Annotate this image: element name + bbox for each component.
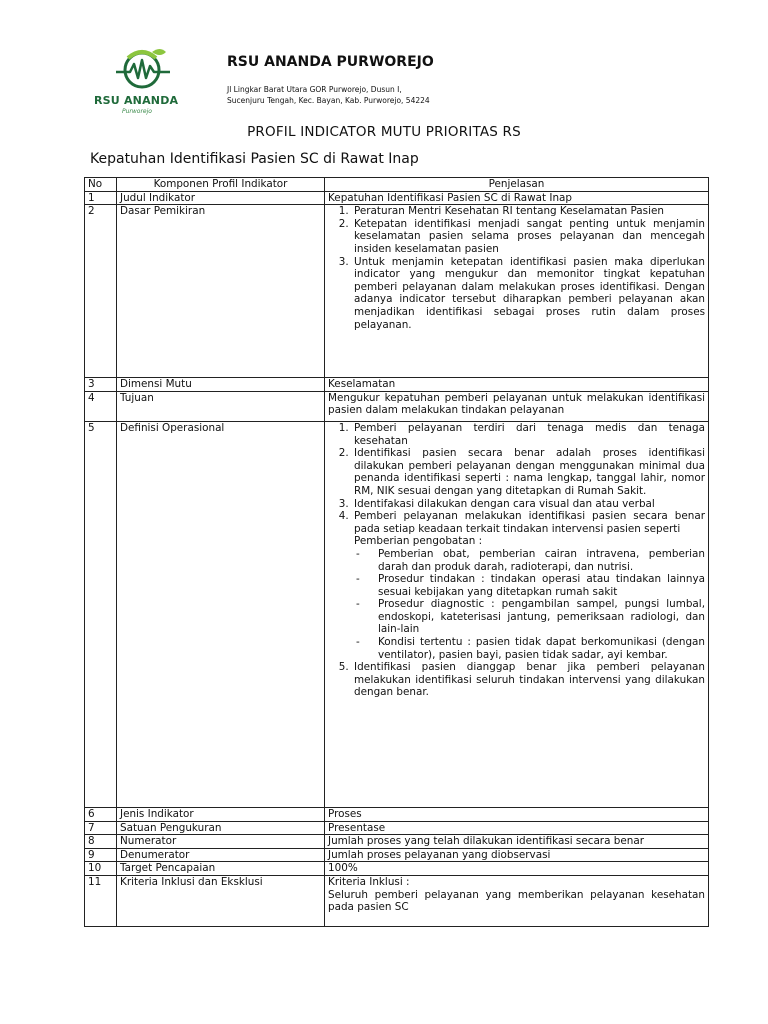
organization-address xyxy=(227,84,430,106)
row-number: 2 xyxy=(85,205,117,378)
row-description: Jumlah proses pelayanan yang diobservasi xyxy=(325,848,709,862)
row-number: 7 xyxy=(85,821,117,835)
row-number: 11 xyxy=(85,875,117,926)
heartbeat-logo-icon xyxy=(90,48,190,94)
row-description: Jumlah proses yang telah dilakukan identifikasi secara benar xyxy=(325,835,709,849)
row-number: 6 xyxy=(85,807,117,821)
list-item-text: Pemberi pelayanan melakukan identifikasi pasien secara benar pada setiap keadaan terkait tindakan intervensi pasien seperti xyxy=(354,510,705,535)
row-description: Kepatuhan Identifikasi Pasien SC di Rawat Inap xyxy=(325,191,709,205)
row-component: Dimensi Mutu xyxy=(117,378,325,392)
row-component: Dasar Pemikiran xyxy=(117,205,325,378)
dash-item: - Kondisi tertentu : pasien tidak dapat berkomunikasi (dengan ventilator), pasien bayi, pasien tidak sadar, ayi kembar. xyxy=(378,636,705,661)
list-item: 2. Identifikasi pasien secara benar adalah proses identifikasi dilakukan pemberi pelayanan dengan menggunakan minimal dua penanda identifikasi seperti : nama lengkap, tanggal lahir, nomor RM, NIK sesuai dengan yang ditetapkan di Rumah Sakit. xyxy=(352,447,705,497)
table-row xyxy=(85,378,709,392)
logo-title: RSU ANANDA xyxy=(94,94,179,107)
numbered-list xyxy=(328,205,705,331)
numbered-list xyxy=(328,422,705,699)
row-component: Numerator xyxy=(117,835,325,849)
table-row xyxy=(85,421,709,807)
table-row xyxy=(85,821,709,835)
row-component: Judul Indikator xyxy=(117,191,325,205)
dash-list xyxy=(354,548,705,661)
dash-item: - Pemberian obat, pemberian cairan intravena, pemberian darah dan produk darah, radioterapi, dan nutrisi. xyxy=(378,548,705,573)
row-number: 1 xyxy=(85,191,117,205)
row-description xyxy=(325,205,709,378)
row-number: 4 xyxy=(85,391,117,421)
table-row xyxy=(85,807,709,821)
address-line-1: Jl Lingkar Barat Utara GOR Purworejo, Dusun I, xyxy=(227,85,402,94)
document-header xyxy=(90,48,690,128)
row-component: Target Pencapaian xyxy=(117,862,325,876)
row-description: Keselamatan xyxy=(325,378,709,392)
row-description: Presentase xyxy=(325,821,709,835)
table-header-row xyxy=(85,178,709,192)
dash-item: - Prosedur diagnostic : pengambilan sampel, pungsi lumbal, endoskopi, kateterisasi jantung, pemeriksaan radiologi, dan lain-lain xyxy=(378,598,705,636)
table-row xyxy=(85,835,709,849)
criteria-lead: Kriteria Inklusi : xyxy=(328,875,410,888)
address-line-2: Sucenjuru Tengah, Kec. Bayan, Kab. Purworejo, 54224 xyxy=(227,96,430,105)
hospital-logo xyxy=(90,48,190,122)
row-component: Definisi Operasional xyxy=(117,421,325,807)
row-description: Mengukur kepatuhan pemberi pelayanan untuk melakukan identifikasi pasien dalam melakukan tindakan pelayanan xyxy=(325,391,709,421)
row-description xyxy=(325,875,709,926)
sublist-lead: Pemberian pengobatan : xyxy=(354,535,483,548)
logo-subtitle: Purworejo xyxy=(122,108,152,115)
header-description: Penjelasan xyxy=(325,178,709,192)
table-row xyxy=(85,391,709,421)
row-component: Denumerator xyxy=(117,848,325,862)
list-item: 5. Identifikasi pasien dianggap benar jika pemberi pelayanan melakukan identifikasi seluruh tindakan intervensi yang dilakukan dengan benar. xyxy=(352,661,705,699)
organization-name: RSU ANANDA PURWOREJO xyxy=(227,54,434,70)
criteria-text: Seluruh pemberi pelayanan yang memberikan pelayanan kesehatan pada pasien SC xyxy=(328,888,705,914)
row-number: 9 xyxy=(85,848,117,862)
table-row xyxy=(85,862,709,876)
table-row xyxy=(85,848,709,862)
document-subtitle: Kepatuhan Identifikasi Pasien SC di Rawat Inap xyxy=(90,151,419,167)
row-component: Jenis Indikator xyxy=(117,807,325,821)
table-row xyxy=(85,875,709,926)
list-item: 2. Ketepatan identifikasi menjadi sangat penting untuk menjamin keselamatan pasien selama proses pelayanan dan mencegah insiden keselamatan pasien xyxy=(352,218,705,256)
header-no: No xyxy=(85,178,117,192)
row-number: 10 xyxy=(85,862,117,876)
dash-item: - Prosedur tindakan : tindakan operasi atau tindakan lainnya sesuai kebijakan yang ditetapkan rumah sakit xyxy=(378,573,705,598)
row-number: 5 xyxy=(85,421,117,807)
list-item: 3. Identifakasi dilakukan dengan cara visual dan atau verbal xyxy=(352,498,705,511)
list-item xyxy=(352,510,705,661)
list-item: 1. Pemberi pelayanan terdiri dari tenaga medis dan tenaga kesehatan xyxy=(352,422,705,447)
table-row xyxy=(85,191,709,205)
row-description: 100% xyxy=(325,862,709,876)
document-title: PROFIL INDICATOR MUTU PRIORITAS RS xyxy=(247,124,521,140)
list-item: 3. Untuk menjamin ketepatan identifikasi pasien maka diperlukan indicator yang mengukur dan memonitor tingkat kepatuhan pemberi pelayanan dalam melakukan proses identifikasi. Dengan adanya indicator tersebut diharapkan pemberi pelayanan akan menjadikan identifikasi sebagai proses rutin dalam proses pelayanan. xyxy=(352,256,705,332)
row-number: 3 xyxy=(85,378,117,392)
list-item: 1. Peraturan Mentri Kesehatan RI tentang Keselamatan Pasien xyxy=(352,205,705,218)
row-component: Satuan Pengukuran xyxy=(117,821,325,835)
row-description: Proses xyxy=(325,807,709,821)
table-row xyxy=(85,205,709,378)
row-description xyxy=(325,421,709,807)
row-number: 8 xyxy=(85,835,117,849)
row-component: Tujuan xyxy=(117,391,325,421)
header-component: Komponen Profil Indikator xyxy=(117,178,325,192)
row-component: Kriteria Inklusi dan Eksklusi xyxy=(117,875,325,926)
indicator-profile-table xyxy=(84,177,709,927)
